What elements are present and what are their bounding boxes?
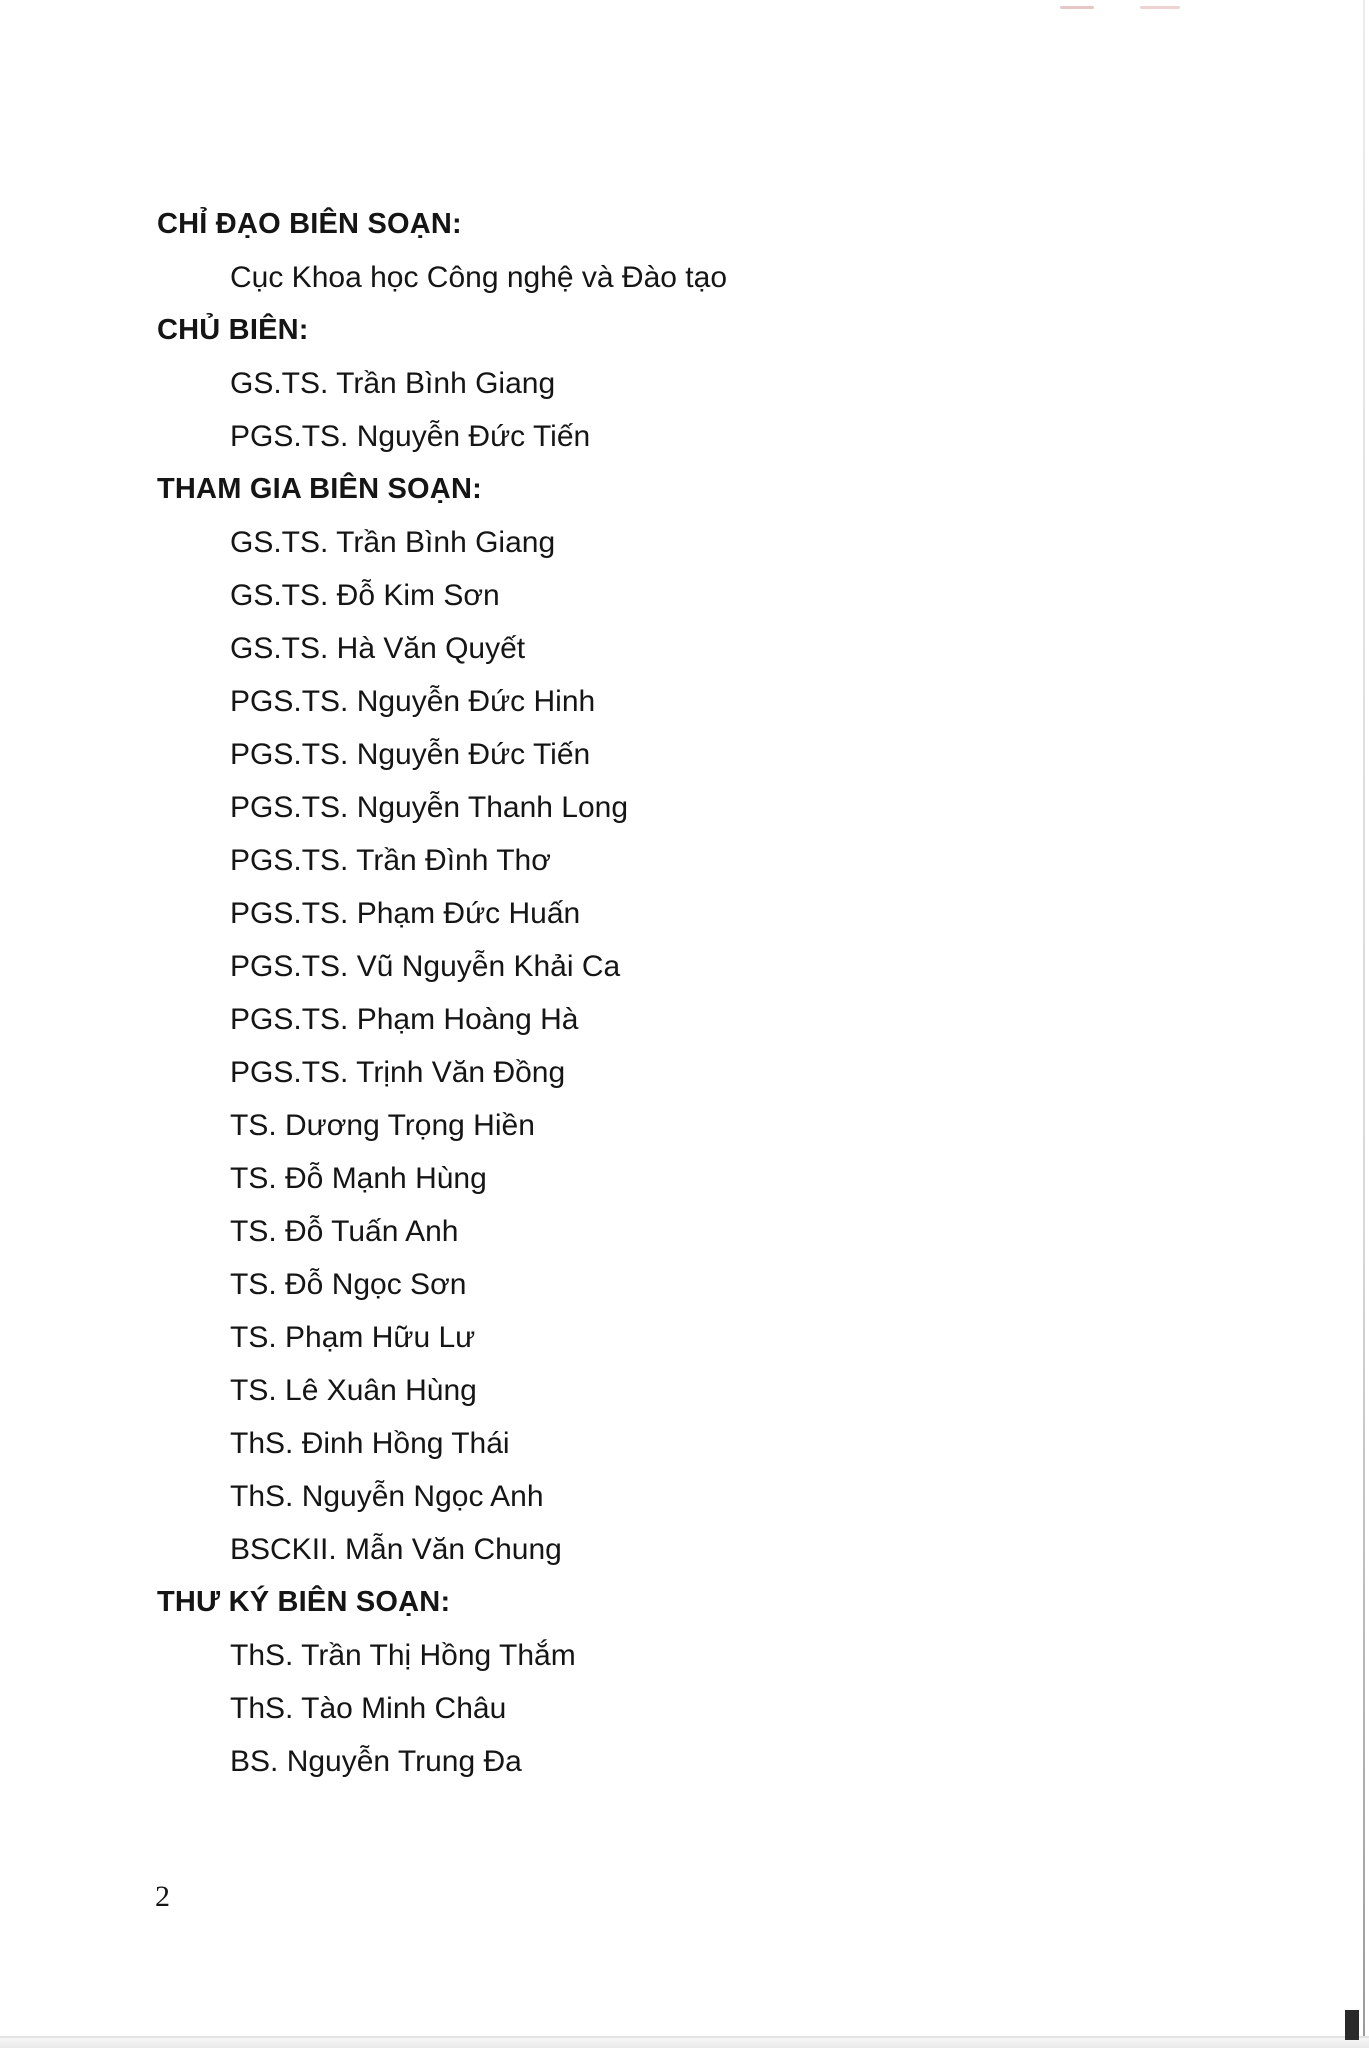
contributor-name: TS. Phạm Hữu Lư (230, 1321, 476, 1354)
contributor-name: PGS.TS. Phạm Hoàng Hà (230, 1003, 579, 1036)
contributor-name: PGS.TS. Nguyễn Đức Hinh (230, 685, 596, 718)
secretary-name: BS. Nguyễn Trung Đa (230, 1745, 522, 1778)
contributor-name: BSCKII. Mẫn Văn Chung (230, 1533, 562, 1566)
page-number: 2 (155, 1880, 170, 1913)
contributor-name: ThS. Nguyễn Ngọc Anh (230, 1480, 544, 1513)
contributor-name: PGS.TS. Nguyễn Đức Tiến (230, 738, 591, 771)
credits-list (157, 198, 1157, 1788)
section-heading-editor-in-chief: CHỦ BIÊN: (157, 314, 309, 346)
contributor-name: PGS.TS. Phạm Đức Huấn (230, 897, 581, 930)
secretary-name: ThS. Tào Minh Châu (230, 1692, 507, 1725)
contributor-name: PGS.TS. Nguyễn Thanh Long (230, 791, 629, 824)
contributor-name: TS. Đỗ Ngọc Sơn (230, 1268, 467, 1301)
section-heading-secretaries: THƯ KÝ BIÊN SOẠN: (157, 1586, 451, 1618)
contributor-name: GS.TS. Đỗ Kim Sơn (230, 579, 500, 612)
direction-org-name: Cục Khoa học Công nghệ và Đào tạo (230, 261, 728, 294)
contributor-name: ThS. Đinh Hồng Thái (230, 1427, 510, 1460)
section-heading-direction: CHỈ ĐẠO BIÊN SOẠN: (157, 208, 462, 240)
contributor-name: GS.TS. Hà Văn Quyết (230, 632, 526, 665)
contributor-name: TS. Dương Trọng Hiền (230, 1109, 535, 1142)
editor-name: PGS.TS. Nguyễn Đức Tiến (230, 420, 591, 453)
section-heading-contributors: THAM GIA BIÊN SOẠN: (157, 473, 482, 505)
contributor-name: PGS.TS. Trịnh Văn Đồng (230, 1056, 566, 1089)
secretary-name: ThS. Trần Thị Hồng Thắm (230, 1639, 576, 1672)
scan-artifact (1060, 6, 1094, 9)
scan-edge-bottom (0, 2036, 1369, 2038)
contributor-name: PGS.TS. Vũ Nguyễn Khải Ca (230, 950, 621, 983)
contributor-name: TS. Đỗ Mạnh Hùng (230, 1162, 487, 1195)
scan-corner-mark (1345, 2010, 1359, 2040)
scan-edge-bottom-shadow (0, 2038, 1369, 2048)
contributor-name: PGS.TS. Trần Đình Thơ (230, 844, 551, 877)
contributor-name: TS. Lê Xuân Hùng (230, 1374, 477, 1407)
scan-artifact (1140, 6, 1180, 9)
editor-name: GS.TS. Trần Bình Giang (230, 367, 556, 400)
contributor-name: TS. Đỗ Tuấn Anh (230, 1215, 459, 1248)
contributor-name: GS.TS. Trần Bình Giang (230, 526, 556, 559)
scan-edge-right (1363, 0, 1365, 2048)
